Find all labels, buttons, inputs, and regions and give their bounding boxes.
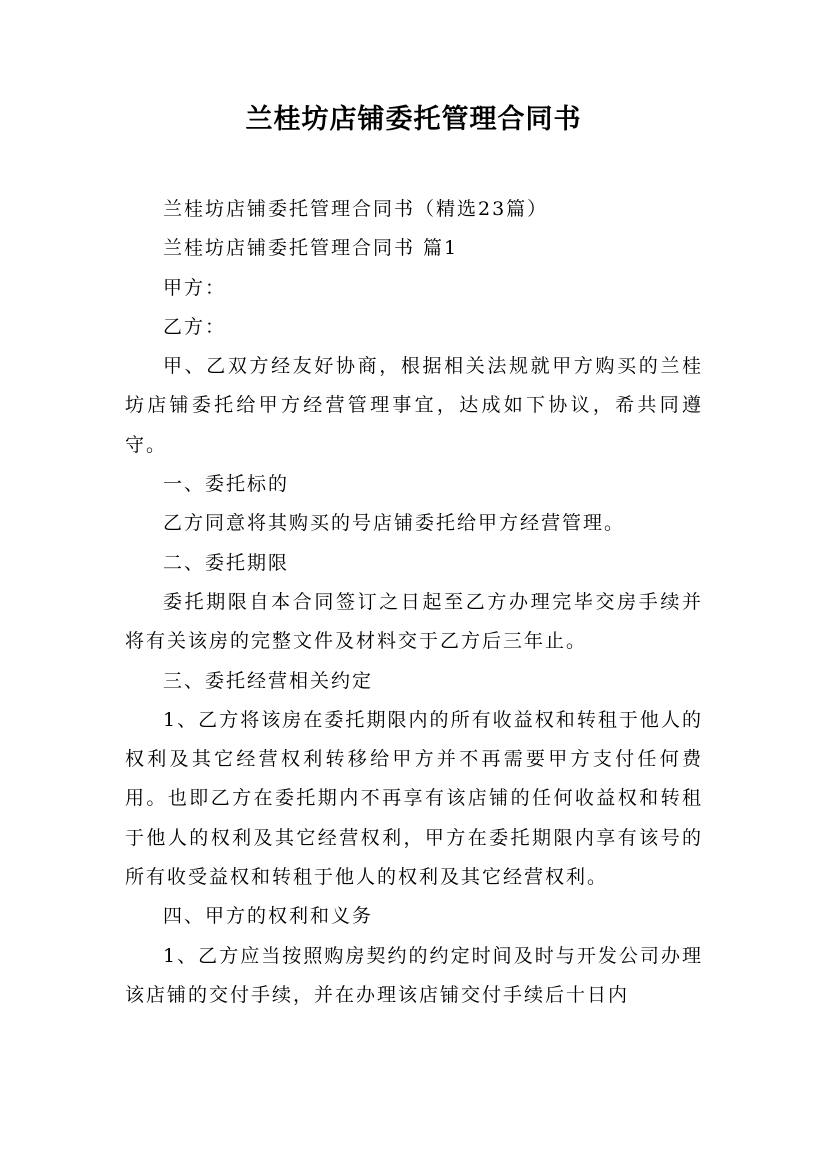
paragraph-term: 委托期限自本合同签订之日起至乙方办理完毕交房手续并将有关该房的完整文件及材料交于乙方后三年止。 — [125, 590, 703, 653]
paragraph-heading-subject: 一、委托标的 — [163, 473, 290, 496]
document-body — [125, 190, 703, 1015]
paragraph-subtitle: 兰桂坊店铺委托管理合同书（精选23篇） — [163, 198, 549, 220]
paragraph-section-heading: 兰桂坊店铺委托管理合同书 篇1 — [163, 237, 459, 260]
document-title: 兰桂坊店铺委托管理合同书 — [245, 104, 582, 135]
paragraph-preamble: 甲、乙双方经友好协商，根据相关法规就甲方购买的兰桂坊店铺委托给甲方经营管理事宜，达成如下协议，希共同遵守。 — [125, 355, 703, 456]
paragraph-subject: 乙方同意将其购买的号店铺委托给甲方经营管理。 — [163, 512, 626, 535]
paragraph-heading-rights: 四、甲方的权利和义务 — [163, 905, 374, 928]
paragraph-party-b: 乙方： — [163, 315, 227, 338]
paragraph-clause-4-1: 1、乙方应当按照购房契约的约定时间及时与开发公司办理该店铺的交付手续，并在办理该店铺交付手续后十日内 — [125, 944, 703, 1006]
paragraph-heading-terms: 三、委托经营相关约定 — [163, 669, 374, 692]
paragraph-party-a: 甲方： — [163, 276, 227, 299]
paragraph-heading-term: 二、委托期限 — [163, 551, 290, 574]
paragraph-clause-3-1: 1、乙方将该房在委托期限内的所有收益权和转租于他人的权利及其它经营权利转移给甲方并不再需要甲方支付任何费用。也即乙方在委托期内不再享有该店铺的任何收益权和转租于他人的权利及其它经营权利，甲方在委托期限内享有该号的所有收受益权和转租于他人的权利及其它经营权利。 — [125, 708, 703, 889]
